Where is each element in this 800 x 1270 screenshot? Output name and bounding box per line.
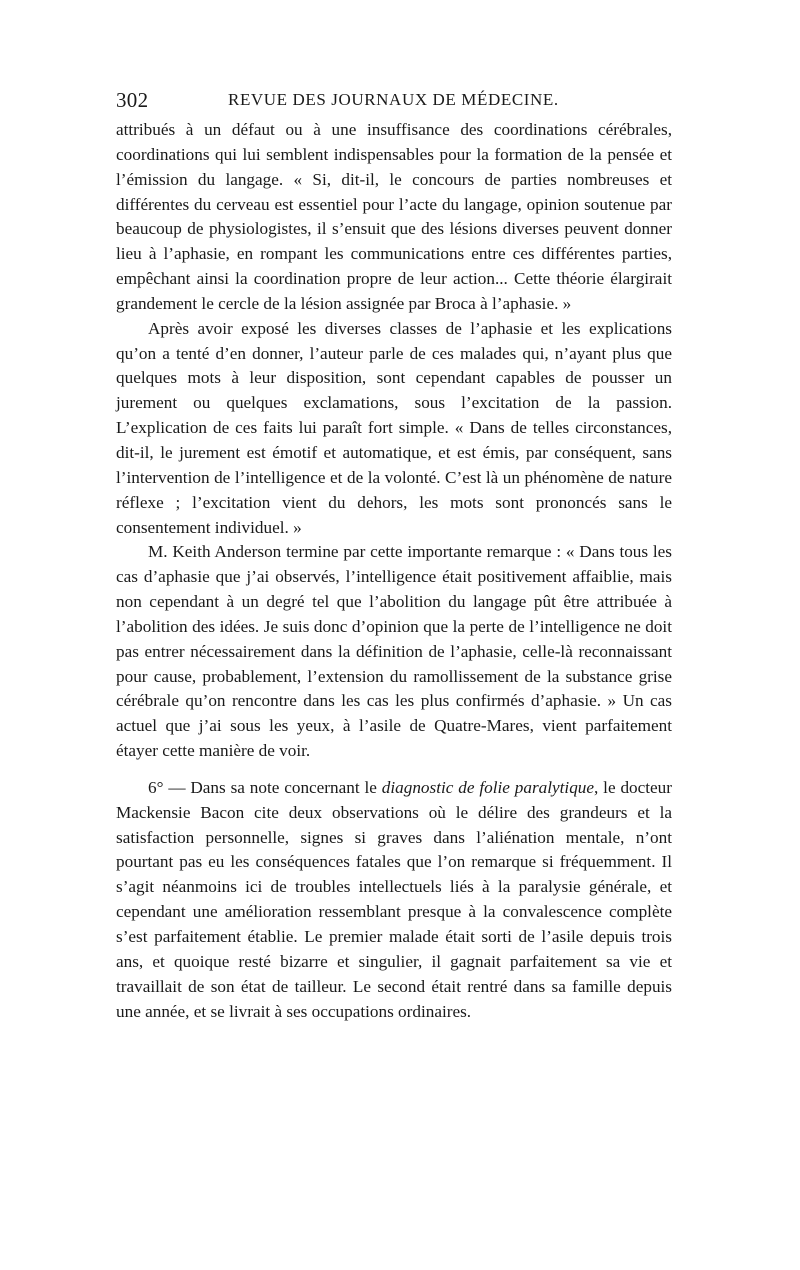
paragraph-aphasia-classes: Après avoir exposé les diverses classes de l’aphasie et les explications qu’on a tenté d’en donner, l’auteur parle de ces malades qui, n’ayant plus que quelques mots à leur disposition, sont cependant capables de pousser un jurement ou quelques exclamations, sous l’excitation de la passion. L’explication de ces faits lui paraît fort simple. « Dans de telles circonstances, dit-il, le jurement est émotif et automatique, et est émis, par conséquent, sans l’intervention de l’intelligence et de la volonté. C’est là un phénomène de nature réflexe ; l’excitation vient du dehors, les mots sont prononcés sans le consentement individuel. » [116,318,672,537]
paragraph-keith-anderson: M. Keith Anderson termine par cette importante remarque : « Dans tous les cas d’aphasie que j’ai observés, l’intelligence était positivement affaiblie, mais non cependant à un degré tel que l’abolition du langage pût être attribuée à l’abolition des idées. Je suis donc d’opinion que la perte de l’intelligence ne doit pas entrer nécessairement dans la définition de l’aphasie, celle-là reconnaissant pour cause, probablement, l’extension du ramollissement de la substance grise cérébrale qu’on rencontre dans les cas les plus confirmés d’aphasie. » Un cas actuel que j’ai sous les yeux, à l’asile de Quatre-Mares, vient parfaitement étayer cette manière de voir. [116,542,672,761]
paragraph-section-6 [116,776,672,1024]
article-title: diagnostic de folie paralytique [381,777,595,797]
section-6-lead: 6° — Dans sa note concernant le [148,777,382,797]
section-6-text: , le docteur Mackensie Bacon cite deux observations où le délire des grandeurs et la satisfaction personnelle, signes si graves dans l’aliénation mentale, n’ont pourtant pas eu les conséquences fatales que l’on remarque si fréquemment. Il s’agit néanmoins ici de troubles intellectuels liés à la paralysie générale, et cependant une amélioration ressemblant presque à la convalescence complète s’est parfaitement établie. Le premier malade était sorti de l’asile depuis trois ans, et quoique resté bizarre et singulier, il gagnait parfaitement sa vie et travaillait de son état de tailleur. Le second était rentré dans sa famille depuis une année, et se livrait à ses occupations ordinaires. [116,777,672,1021]
page-number: 302 [116,88,149,112]
running-title: REVUE DES JOURNAUX DE MÉDECINE. [228,90,559,109]
running-head [116,86,672,118]
body-text [116,118,672,1024]
book-page [116,86,672,1024]
paragraph-continuation: attribués à un défaut ou à une insuffisance des coordinations cérébrales, coordinations qui lui semblent indispensables pour la formation de la pensée et l’émission du langage. « Si, dit-il, le concours de parties nombreuses et différentes du cerveau est essentiel pour l’acte du langage, opinion soutenue par beaucoup de physiologistes, il s’ensuit que des lésions diverses peuvent donner lieu à l’aphasie, en rompant les communications entre ces différentes parties, empêchant ainsi la coordination propre de leur action... Cette théorie élargirait grandement le cercle de la lésion assignée par Broca à l’aphasie. » [116,120,672,313]
